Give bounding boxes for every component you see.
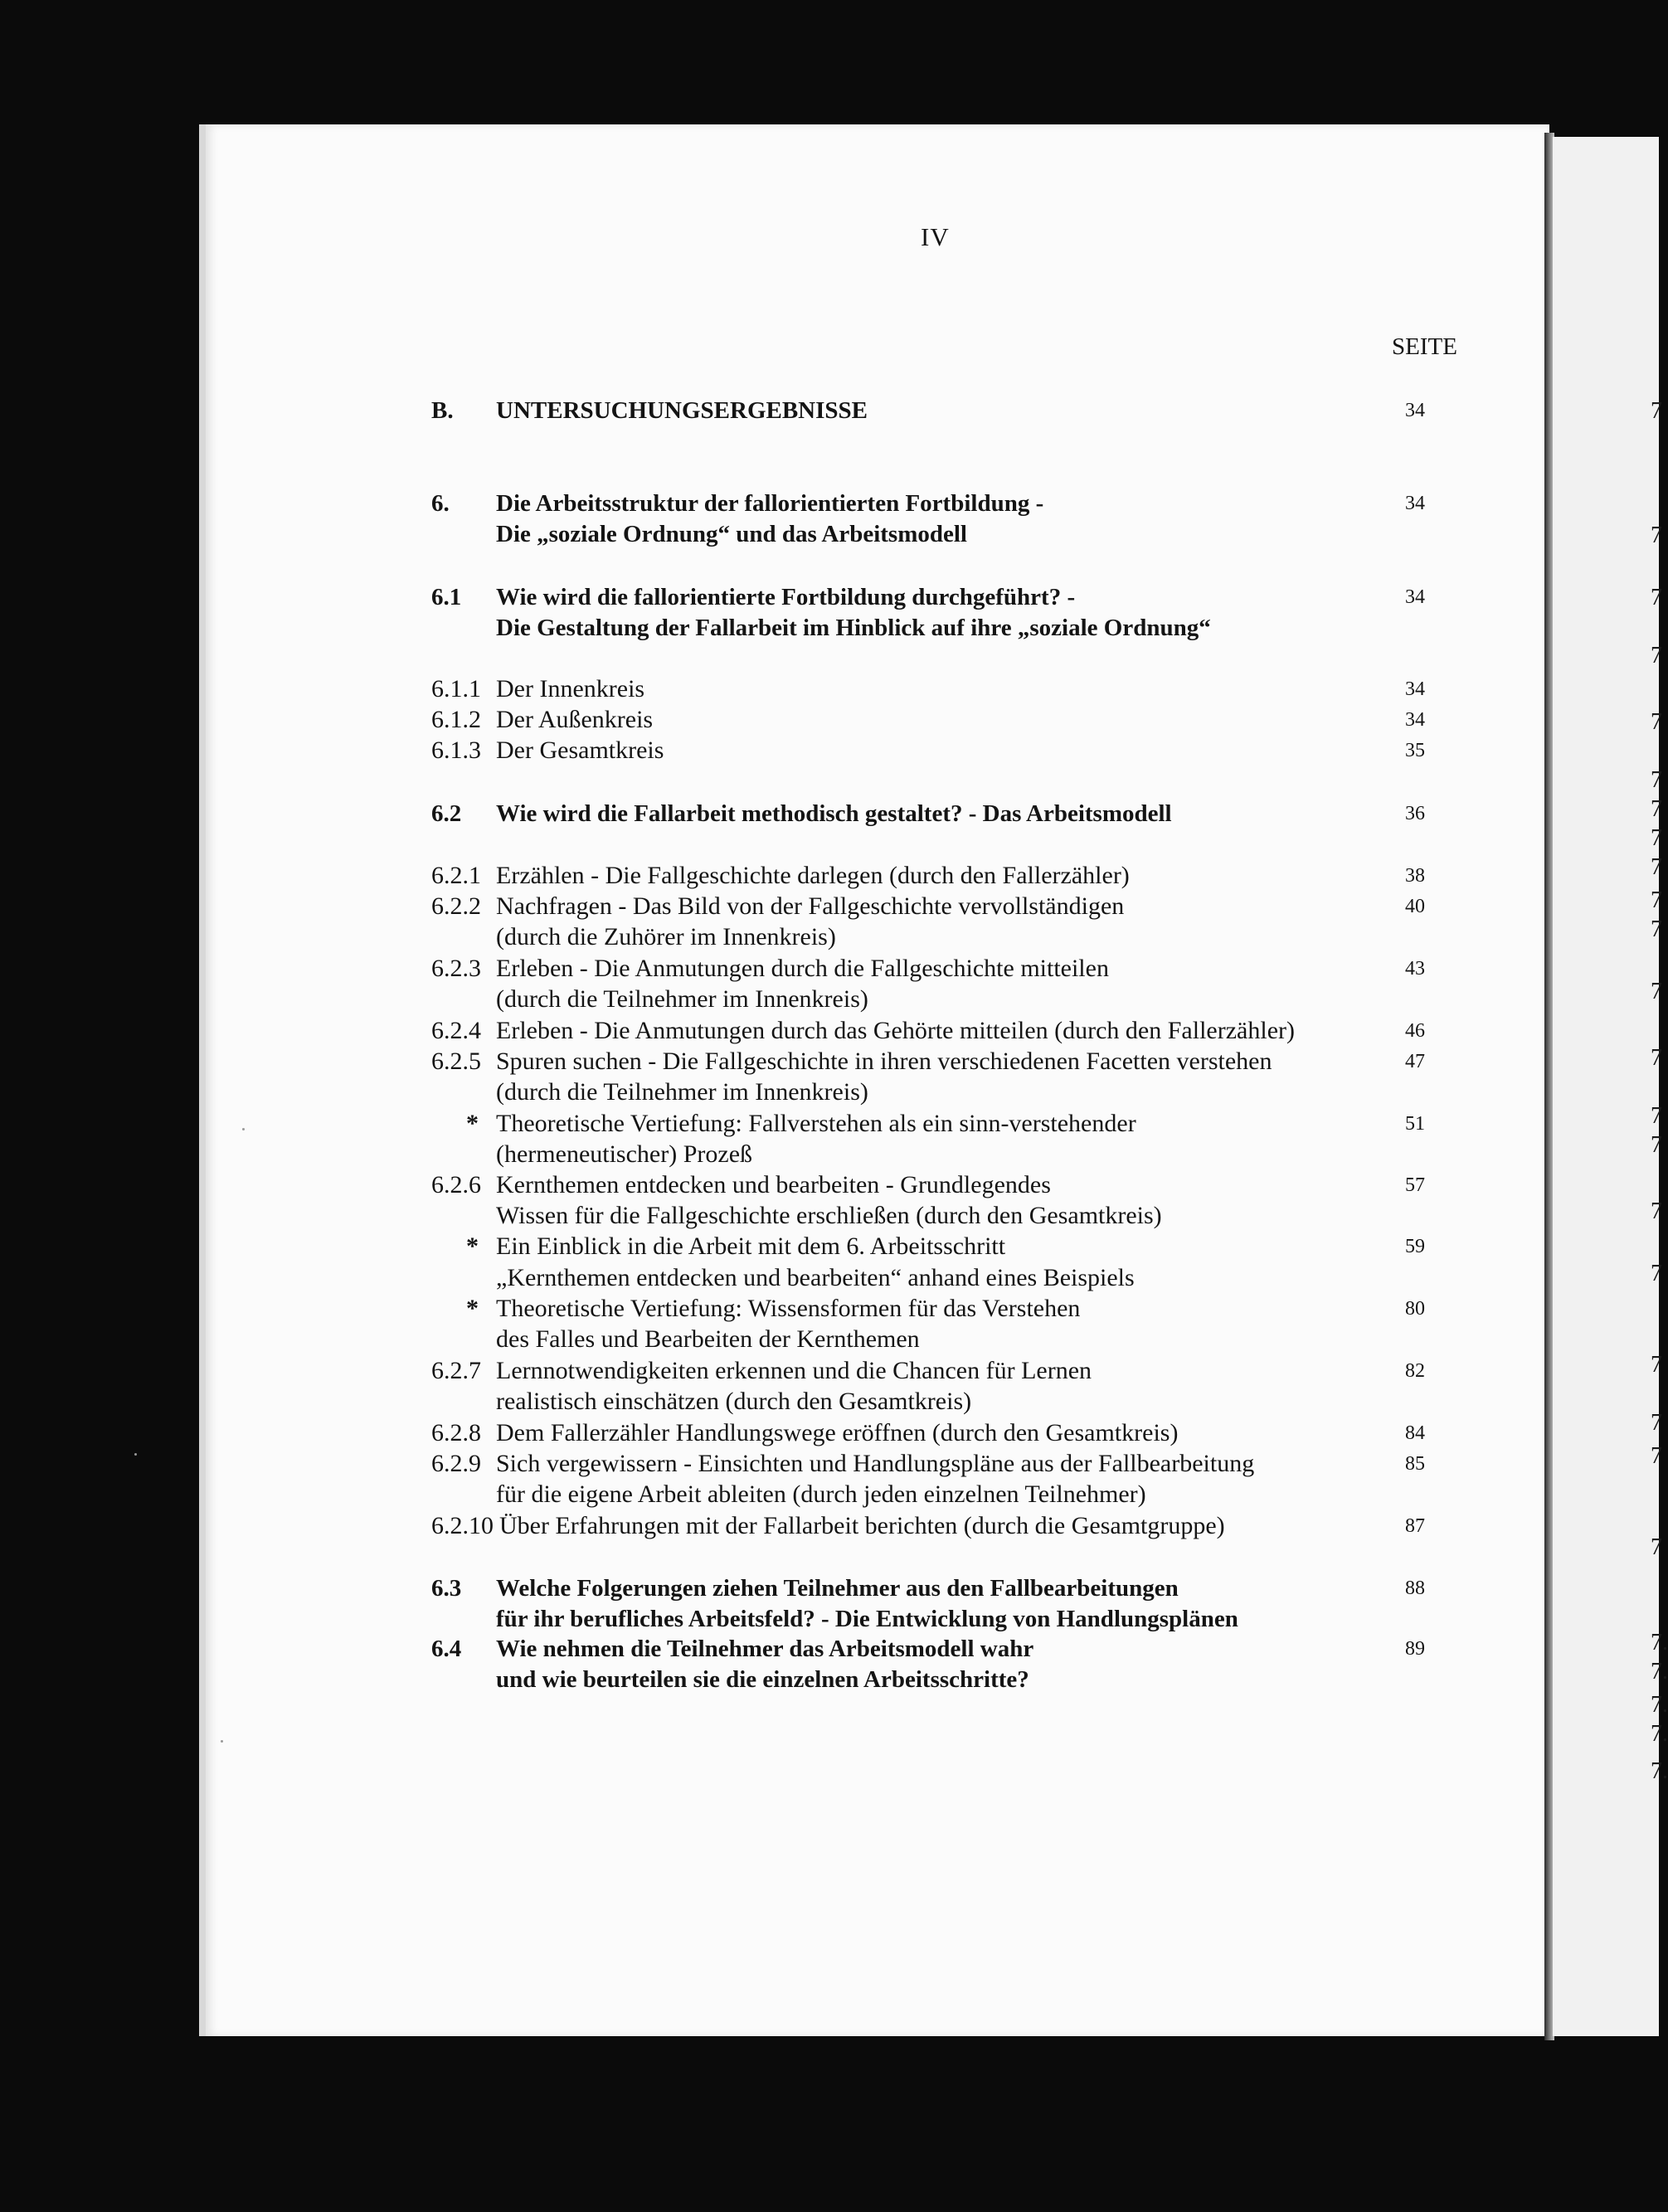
page-ref: 34 [1405, 493, 1425, 514]
section-number: 6.2.5 [431, 1048, 481, 1075]
page-ref: 35 [1405, 740, 1425, 761]
page-ref: 51 [1405, 1113, 1425, 1135]
bullet-marker: * [466, 1110, 479, 1137]
section-title: (durch die Zuhörer im Innenkreis) [496, 923, 836, 950]
section-number: 6.1.3 [431, 737, 481, 764]
edge-fragment: 7 [1651, 1261, 1662, 1286]
bullet-marker: * [466, 1232, 479, 1260]
page-ref: 57 [1405, 1174, 1425, 1196]
page-sheet [199, 124, 1549, 2036]
page-ref: 85 [1405, 1453, 1425, 1475]
page-ref: 84 [1405, 1422, 1425, 1444]
edge-fragment: 7 [1651, 796, 1662, 822]
edge-fragment: 7 [1651, 585, 1662, 610]
edge-fragment: 7. [1651, 1630, 1668, 1655]
section-title: realistisch einschätzen (durch den Gesamtkreis) [496, 1388, 972, 1415]
edge-fragment: 7 [1651, 887, 1662, 913]
section-title: (durch die Teilnehmer im Innenkreis) [496, 1078, 868, 1106]
edge-fragment: 7 [1651, 643, 1662, 668]
section-title: Kernthemen entdecken und bearbeiten - Grundlegendes [496, 1171, 1051, 1198]
section-title: Sich vergewissern - Einsichten und Handlungspläne aus der Fallbearbeitung [496, 1450, 1255, 1477]
scan-speck [134, 1453, 137, 1456]
section-title: Nachfragen - Das Bild von der Fallgeschichte vervollständigen [496, 892, 1125, 920]
section-title: (hermeneutischer) Prozeß [496, 1140, 753, 1168]
section-number: 6. [431, 490, 450, 517]
page-ref: 87 [1405, 1515, 1425, 1537]
section-title: Ein Einblick in die Arbeit mit dem 6. Arbeitsschritt [496, 1232, 1006, 1260]
edge-fragment: 7 [1651, 1198, 1662, 1224]
section-number: 6.2.3 [431, 955, 481, 982]
section-title: Die Arbeitsstruktur der fallorientierten Fortbildung - [496, 490, 1044, 517]
section-number: 6.3 [431, 1575, 462, 1602]
edge-fragment: 7. [1651, 1659, 1668, 1685]
edge-fragment: 7 [1651, 1045, 1662, 1071]
scan-speck [242, 1128, 245, 1130]
edge-fragment: 7 [1651, 916, 1662, 942]
section-title: Der Gesamtkreis [496, 737, 664, 764]
page-ref: 34 [1405, 586, 1425, 608]
edge-fragment: 7 [1651, 825, 1662, 851]
edge-fragment: 7 [1651, 523, 1662, 548]
section-number: 6.2.6 [431, 1171, 481, 1198]
edge-fragment: 7. [1651, 1692, 1668, 1718]
edge-fragment: 7 [1651, 1410, 1662, 1436]
section-title: Erleben - Die Anmutungen durch die Fallgeschichte mitteilen [496, 955, 1109, 982]
section-title: für ihr berufliches Arbeitsfeld? - Die Entwicklung von Handlungsplänen [496, 1606, 1238, 1632]
edge-fragment: 7. [1651, 1758, 1668, 1784]
section-number: 6.1.1 [431, 675, 481, 702]
section-title: Die „soziale Ordnung“ und das Arbeitsmodell [496, 521, 967, 547]
section-title: (durch die Teilnehmer im Innenkreis) [496, 985, 868, 1013]
section-number: 6.2.7 [431, 1357, 481, 1384]
section-title: Dem Fallerzähler Handlungswege eröffnen (durch den Gesamtkreis) [496, 1419, 1179, 1446]
adjacent-page [1553, 137, 1659, 2036]
section-title: Wissen für die Fallgeschichte erschließen (durch den Gesamtkreis) [496, 1202, 1162, 1229]
page-ref: 34 [1405, 678, 1425, 700]
section-title: für die eigene Arbeit ableiten (durch jeden einzelnen Teilnehmer) [496, 1480, 1146, 1508]
section-number: 6.2.10 [431, 1512, 494, 1539]
page-ref: 89 [1405, 1638, 1425, 1660]
section-title: Theoretische Vertiefung: Fallverstehen als ein sinn-verstehender [496, 1110, 1136, 1137]
section-title: Lernnotwendigkeiten erkennen und die Chancen für Lernen [496, 1357, 1092, 1384]
section-title: Theoretische Vertiefung: Wissensformen für das Verstehen [496, 1295, 1081, 1322]
section-number: 6.2 [431, 800, 462, 827]
section-title: Erleben - Die Anmutungen durch das Gehörte mitteilen (durch den Fallerzähler) [496, 1017, 1295, 1044]
page-ref: 59 [1405, 1236, 1425, 1257]
page-ref: 43 [1405, 958, 1425, 980]
edge-fragment: 7 [1651, 1103, 1662, 1129]
seite-column-label: SEITE [1392, 333, 1457, 360]
page-ref: 40 [1405, 896, 1425, 917]
section-number: B. [431, 397, 454, 424]
edge-fragment: 7 [1651, 1443, 1662, 1469]
bullet-marker: * [466, 1295, 479, 1322]
page-ref: 46 [1405, 1020, 1425, 1042]
edge-fragment: 7 [1651, 979, 1662, 1004]
section-title: Wie nehmen die Teilnehmer das Arbeitsmodell wahr [496, 1636, 1034, 1662]
page-ref: 80 [1405, 1298, 1425, 1320]
page-ref: 34 [1405, 400, 1425, 421]
page-number: IV [921, 222, 950, 251]
page-ref: 88 [1405, 1578, 1425, 1599]
edge-fragment: 7 [1651, 854, 1662, 880]
section-title: UNTERSUCHUNGSERGEBNISSE [496, 397, 868, 424]
page-ref: 38 [1405, 865, 1425, 887]
page-ref: 34 [1405, 709, 1425, 731]
edge-fragment: 7 [1651, 1132, 1662, 1158]
section-title: Erzählen - Die Fallgeschichte darlegen (durch den Fallerzähler) [496, 862, 1130, 889]
page-ref: 36 [1405, 803, 1425, 824]
page-ref: 47 [1405, 1051, 1425, 1072]
edge-fragment: 7. [1651, 1721, 1668, 1747]
section-number: 6.1.2 [431, 706, 481, 733]
edge-fragment: 7 [1651, 709, 1662, 735]
section-number: 6.2.1 [431, 862, 481, 889]
section-title: Spuren suchen - Die Fallgeschichte in ihren verschiedenen Facetten verstehen [496, 1048, 1272, 1075]
section-number: 6.1 [431, 584, 462, 610]
section-number: 6.2.9 [431, 1450, 481, 1477]
section-title: und wie beurteilen sie die einzelnen Arbeitsschritte? [496, 1666, 1029, 1693]
scan-speck [221, 1740, 223, 1743]
section-number: 6.2.2 [431, 892, 481, 920]
section-title: Welche Folgerungen ziehen Teilnehmer aus den Fallbearbeitungen [496, 1575, 1179, 1602]
edge-fragment: 7 [1651, 767, 1662, 793]
page-ref: 82 [1405, 1360, 1425, 1382]
edge-fragment: 7 [1651, 398, 1662, 424]
section-number: 6.4 [431, 1636, 462, 1662]
edge-fragment: 7 [1651, 1534, 1662, 1560]
section-title: Wie wird die Fallarbeit methodisch gestaltet? - Das Arbeitsmodell [496, 800, 1172, 827]
section-title: Wie wird die fallorientierte Fortbildung durchgeführt? - [496, 584, 1076, 610]
section-title: des Falles und Bearbeiten der Kernthemen [496, 1325, 920, 1353]
section-title: Über Erfahrungen mit der Fallarbeit berichten (durch die Gesamtgruppe) [499, 1512, 1225, 1539]
section-title: Der Innenkreis [496, 675, 645, 702]
section-number: 6.2.8 [431, 1419, 481, 1446]
section-title: „Kernthemen entdecken und bearbeiten“ anhand eines Beispiels [496, 1264, 1135, 1291]
section-number: 6.2.4 [431, 1017, 481, 1044]
section-title: Der Außenkreis [496, 706, 654, 733]
edge-fragment: 7 [1651, 1352, 1662, 1378]
section-title: Die Gestaltung der Fallarbeit im Hinblick auf ihre „soziale Ordnung“ [496, 615, 1211, 641]
